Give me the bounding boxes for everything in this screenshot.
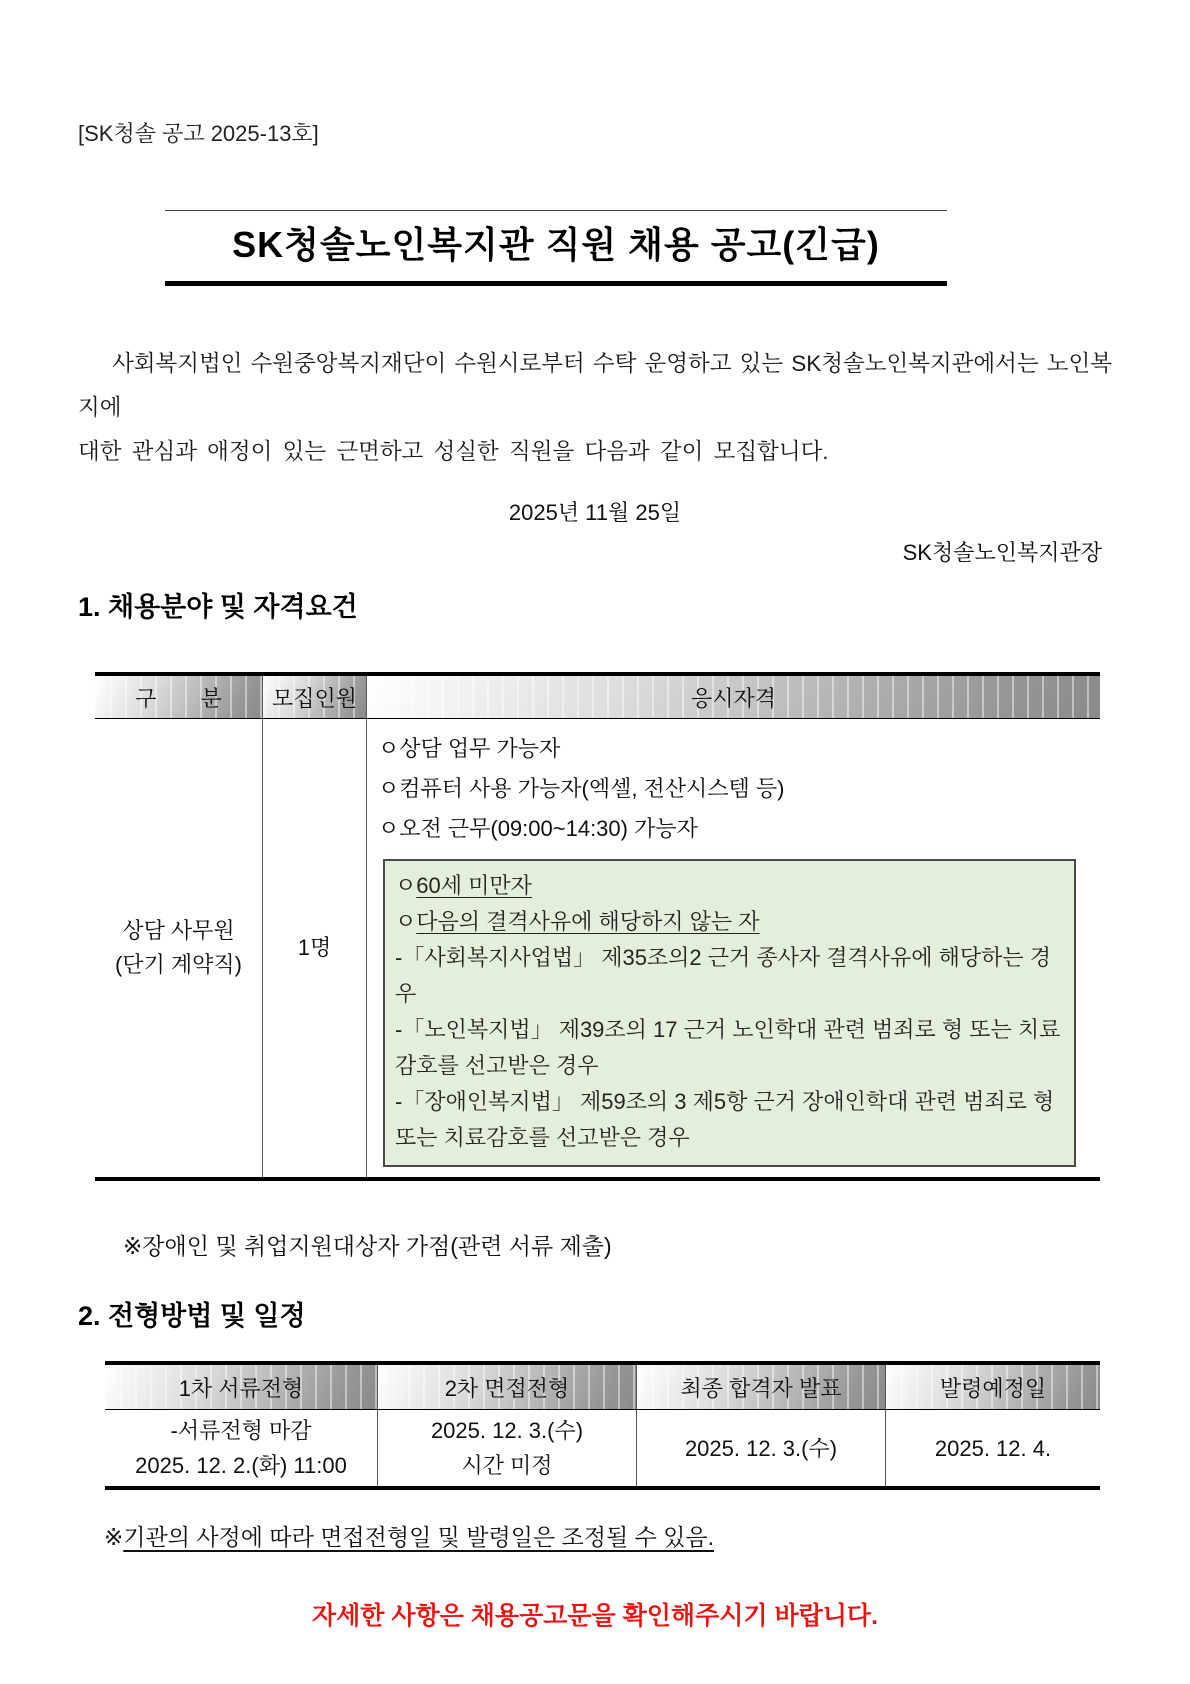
- green-box-item: [395, 904, 1064, 940]
- schedule-table-row: [105, 1410, 1100, 1486]
- cell-eligibility: [366, 719, 1100, 1177]
- recruitment-table-row: [95, 719, 1100, 1177]
- cell-position: [95, 719, 262, 1177]
- cell-round2: [377, 1410, 636, 1486]
- green-box-detail: -「장애인복지법」 제59조의 3 제5항 근거 장애인학대 관련 범죄로 형 또는 치료감호를 선고받은 경우: [395, 1089, 1055, 1150]
- title-block: [165, 210, 947, 286]
- round2-line2: 시간 미정: [461, 1453, 553, 1478]
- schedule-table: [105, 1361, 1100, 1490]
- announcement-date: 2025년 11월 25일: [508, 500, 682, 525]
- section-2-note: [104, 1522, 1112, 1552]
- cell-final-announcement: 2025. 12. 3.(수): [636, 1410, 885, 1486]
- header-headcount: 모집인원: [262, 676, 366, 718]
- header-eligibility: 응시자격: [366, 676, 1100, 718]
- section-1-note: ※장애인 및 취업지원대상자 가점(관련 서류 제출): [123, 1233, 612, 1259]
- header-final-announcement: 최종 합격자 발표: [636, 1365, 885, 1409]
- doc-number: [SK청솔 공고 2025-13호]: [78, 121, 319, 146]
- footer-notice: 자세한 사항은 채용공고문을 확인해주시기 바랍니다.: [311, 1602, 879, 1630]
- header-round2: 2차 면접전형: [377, 1365, 636, 1409]
- disqualification-box: [383, 859, 1076, 1167]
- note-text: 기관의 사정에 따라 면접전형일 및 발령일은 조정될 수 있음.: [123, 1524, 715, 1550]
- bullet-marker: ㅇ: [395, 873, 417, 898]
- note-marker: ※: [104, 1524, 124, 1550]
- cell-appointment-date: 2025. 12. 4.: [885, 1410, 1100, 1486]
- green-box-item: [395, 868, 1064, 904]
- intro-paragraph: [78, 342, 1112, 474]
- bullet-marker: ㅇ: [395, 909, 417, 934]
- section-1-heading: 1. 채용분야 및 자격요건: [78, 592, 358, 622]
- intro-line-2: 대한 관심과 애정이 있는 근면하고 성실한 직원을 다음과 같이 모집합니다.: [78, 439, 829, 464]
- qualification-item: ㅇ오전 근무(09:00~14:30) 가능자: [378, 816, 698, 841]
- header-category: 구 분: [95, 676, 262, 718]
- recruitment-table: [95, 672, 1100, 1181]
- intro-line-1: 사회복지법인 수원중앙복지재단이 수원시로부터 수탁 운영하고 있는 SK청솔노인복지관에서는 노인복지에: [78, 351, 1112, 420]
- round1-line1: -서류전형 마감: [170, 1418, 312, 1443]
- qualification-item: ㅇ상담 업무 가능자: [378, 736, 561, 761]
- qualification-item: ㅇ컴퓨터 사용 가능자(엑셀, 전산시스템 등): [378, 776, 785, 801]
- header-appointment-date: 발령예정일: [885, 1365, 1100, 1409]
- cell-round1: [105, 1410, 377, 1486]
- document-content: [78, 0, 1112, 1632]
- cell-headcount: 1명: [262, 719, 366, 1177]
- green-box-detail: -「사회복지사업법」 제35조의2 근거 종사자 결격사유에 해당하는 경우: [395, 945, 1052, 1006]
- schedule-table-header: [105, 1365, 1100, 1410]
- section-2-heading: 2. 전형방법 및 일정: [78, 1301, 306, 1331]
- green-box-detail: -「노인복지법」 제39조의 17 근거 노인학대 관련 범죄로 형 또는 치료감호를 선고받은 경우: [395, 1017, 1061, 1078]
- page-title: SK청솔노인복지관 직원 채용 공고(긴급): [232, 224, 880, 265]
- position-name: 상담 사무원: [122, 918, 235, 943]
- signature: SK청솔노인복지관장: [902, 540, 1102, 565]
- position-type: (단기 계약직): [114, 952, 243, 977]
- header-round1: 1차 서류전형: [105, 1365, 377, 1409]
- green-box-item-text: 다음의 결격사유에 해당하지 않는 자: [416, 909, 760, 934]
- recruitment-table-header: [95, 676, 1100, 719]
- green-box-item-text: 60세 미만자: [416, 873, 532, 898]
- round2-line1: 2025. 12. 3.(수): [430, 1418, 584, 1443]
- round1-line2: 2025. 12. 2.(화) 11:00: [135, 1453, 347, 1478]
